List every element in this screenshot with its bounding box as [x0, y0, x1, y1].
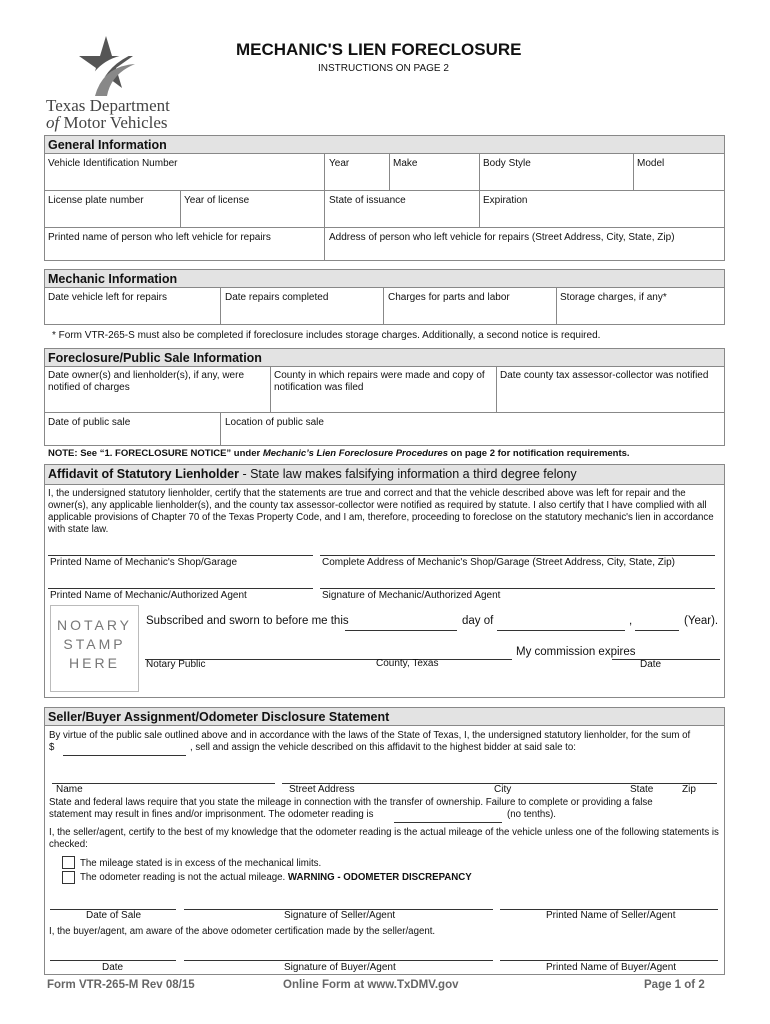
subscribed-text: Subscribed and sworn to before me this — [146, 615, 349, 627]
logo-line2: Motor Vehicles — [63, 113, 168, 132]
opt2-label: The odometer reading is not the actual mileage. WARNING - ODOMETER DISCREPANCY — [80, 872, 472, 883]
printed-name-field[interactable]: Printed name of person who left vehicle for repairs — [48, 232, 271, 243]
foreclosure-header: Foreclosure/Public Sale Information — [44, 348, 725, 367]
date-of-sale-field[interactable]: Date of Sale — [86, 910, 142, 921]
buyer-signature-field[interactable]: Signature of Buyer/Agent — [284, 962, 396, 973]
certify-text: I, the seller/agent, certify to the best of my knowledge that the odometer reading is the actual mileage of the vehicle unless one of the following statements is checked: — [49, 827, 719, 850]
buyer-date-field[interactable]: Date — [102, 962, 124, 973]
mileage-text: State and federal laws require that you state the mileage in connection with the transfer of ownership. Failure to complete or providing a false — [49, 797, 653, 808]
storage-field[interactable]: Storage charges, if any* — [560, 292, 667, 303]
footer-page: Page 1 of 2 — [644, 979, 705, 991]
body-style-field[interactable]: Body Style — [483, 158, 531, 169]
buyer-street-field[interactable]: Street Address — [289, 784, 355, 795]
commission-date-field[interactable]: Date — [640, 659, 662, 670]
address-field[interactable]: Address of person who left vehicle for repairs (Street Address, City, State, Zip) — [329, 232, 675, 243]
state-issuance-field[interactable]: State of issuance — [329, 195, 406, 206]
agent-name-field[interactable]: Printed Name of Mechanic/Authorized Agent — [50, 590, 247, 601]
affidavit-body: I, the undersigned statutory lienholder, certify that the statements are true and correct and that the vehicle described above was left for repair and the owner(s), any applicable lienholder(s), and the county tax assessor-collector were notified as required by statute. I also certify that I have complied with all applicable provisions of Chapter 70 of the Texas Property Code, and I am, therefore, proceeding to foreclose on the statutory mechanic's lien in accordance with state law. — [48, 488, 714, 535]
seller-name-field[interactable]: Printed Name of Seller/Agent — [546, 910, 676, 921]
general-header: General Information — [44, 135, 725, 154]
txdmv-star-logo — [75, 36, 137, 98]
shop-address-field[interactable]: Complete Address of Mechanic's Shop/Garage (Street Address, City, State, Zip) — [322, 557, 675, 568]
commission-text: My commission expires — [516, 646, 636, 658]
year-field[interactable]: Year — [329, 158, 350, 169]
sale-text: By virtue of the public sale outlined above and in accordance with the laws of the State of Texas, I, the undersigned statutory lienholder, for the sum of — [49, 730, 691, 741]
foreclosure-note: NOTE: See “1. FORECLOSURE NOTICE” under Mechanic’s Lien Foreclosure Procedures on page 2 for notification requirements. — [48, 448, 630, 459]
logo-line1: Texas Department — [46, 96, 170, 115]
buyer-aware-text: I, the buyer/agent, am aware of the above odometer certification made by the seller/agent. — [49, 926, 436, 937]
vin-field[interactable]: Vehicle Identification Number — [48, 158, 178, 169]
dollar-sign: $ — [49, 742, 55, 753]
stamp-line3: HERE — [69, 655, 120, 671]
shop-name-field[interactable]: Printed Name of Mechanic's Shop/Garage — [50, 557, 238, 568]
make-field[interactable]: Make — [393, 158, 418, 169]
general-table — [44, 153, 725, 261]
notary-public-field[interactable]: Notary Public — [146, 659, 206, 670]
charges-field[interactable]: Charges for parts and labor — [388, 292, 510, 303]
sale-text-2: , sell and assign the vehicle described on this affidavit to the highest bidder at said sale to: — [190, 742, 576, 753]
form-title: MECHANIC'S LIEN FORECLOSURE — [236, 40, 522, 59]
location-sale-field[interactable]: Location of public sale — [225, 417, 324, 428]
footer-online: Online Form at www.TxDMV.gov — [283, 979, 459, 991]
sale-amount-field[interactable] — [63, 755, 186, 756]
agent-signature-field[interactable]: Signature of Mechanic/Authorized Agent — [322, 590, 501, 601]
buyer-state-field[interactable]: State — [630, 784, 654, 795]
county-texas-field[interactable]: County, Texas — [376, 658, 439, 669]
notary-stamp-box — [50, 605, 139, 692]
opt1-label: The mileage stated is in excess of the mechanical limits. — [80, 858, 322, 869]
plate-field[interactable]: License plate number — [48, 195, 144, 206]
buyer-printed-name-field[interactable]: Printed Name of Buyer/Agent — [546, 962, 677, 973]
stamp-line2: STAMP — [63, 636, 126, 652]
comma-text: , — [629, 615, 633, 627]
buyer-name-field[interactable]: Name — [56, 784, 83, 795]
logo-text — [46, 97, 170, 131]
day-of-text: day of — [462, 615, 494, 627]
odometer-not-actual-checkbox[interactable] — [62, 871, 75, 884]
mileage-text-2: statement may result in fines and/or imprisonment. The odometer reading is — [49, 809, 374, 820]
storage-note: * Form VTR-265-S must also be completed if foreclosure includes storage charges. Additionally, a second notice is required. — [52, 330, 601, 341]
seller-signature-field[interactable]: Signature of Seller/Agent — [284, 910, 396, 921]
date-completed-field[interactable]: Date repairs completed — [225, 292, 329, 303]
date-left-field[interactable]: Date vehicle left for repairs — [48, 292, 167, 303]
model-field[interactable]: Model — [637, 158, 665, 169]
expiration-field[interactable]: Expiration — [483, 195, 528, 206]
date-county-field[interactable]: Date county tax assessor-collector was notified — [500, 370, 709, 381]
no-tenths-text: (no tenths). — [507, 809, 557, 820]
footer-form: Form VTR-265-M Rev 08/15 — [47, 979, 195, 991]
mechanic-header: Mechanic Information — [44, 269, 725, 288]
odometer-field[interactable] — [394, 822, 502, 823]
date-sale-field[interactable]: Date of public sale — [48, 417, 131, 428]
form-subtitle: INSTRUCTIONS ON PAGE 2 — [318, 63, 449, 74]
date-owners-field[interactable]: Date owner(s) and lienholder(s), if any, were notified of charges — [48, 370, 245, 393]
affidavit-header: Affidavit of Statutory Lienholder - State law makes falsifying information a third degree felony — [44, 464, 725, 485]
mileage-excess-checkbox[interactable] — [62, 856, 75, 869]
seller-header: Seller/Buyer Assignment/Odometer Disclosure Statement — [44, 707, 725, 726]
county-repairs-field[interactable]: County in which repairs were made and copy of notification was filed — [274, 370, 485, 393]
buyer-city-field[interactable]: City — [494, 784, 512, 795]
logo-of: of — [46, 113, 60, 132]
buyer-zip-field[interactable]: Zip — [682, 784, 696, 795]
year-license-field[interactable]: Year of license — [184, 195, 250, 206]
stamp-line1: NOTARY — [56, 617, 133, 633]
year-text: (Year). — [684, 615, 719, 627]
